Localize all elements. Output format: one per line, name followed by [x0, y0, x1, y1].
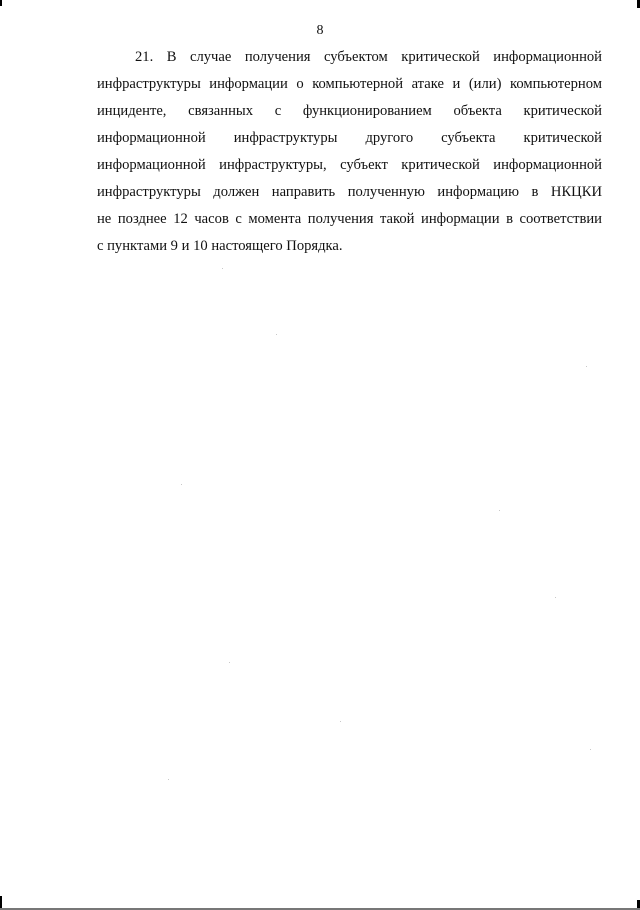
scan-speck [168, 779, 169, 780]
scan-speck [276, 334, 277, 335]
scan-speck [499, 510, 500, 511]
scan-speck [555, 597, 556, 598]
scan-speck [222, 268, 223, 269]
page-number: 8 [316, 23, 324, 38]
paragraph-line: инфраструктуры информации о компьютерной атаке и (или) компьютерном [97, 76, 602, 92]
paragraph-line: с пунктами 9 и 10 настоящего Порядка. [97, 238, 343, 254]
paragraph-line: инциденте, связанных с функционированием объекта критической [97, 103, 602, 119]
scan-speck [181, 484, 182, 485]
scan-speck [586, 366, 587, 367]
paragraph-line: информационной инфраструктуры, субъект критической информационной [97, 157, 602, 173]
scan-speck [590, 749, 591, 750]
scan-speck [340, 721, 341, 722]
scan-edge-left-top [0, 0, 2, 6]
paragraph-line: не позднее 12 часов с момента получения такой информации в соответствии [97, 211, 602, 227]
paragraph-line: инфраструктуры должен направить полученную информацию в НКЦКИ [97, 184, 602, 200]
scan-speck [229, 662, 230, 663]
paragraph-line: информационной инфраструктуры другого субъекта критической [97, 130, 602, 146]
paragraph-line: 21. В случае получения субъектом критической информационной [135, 49, 602, 65]
paragraph-21 [97, 44, 602, 260]
